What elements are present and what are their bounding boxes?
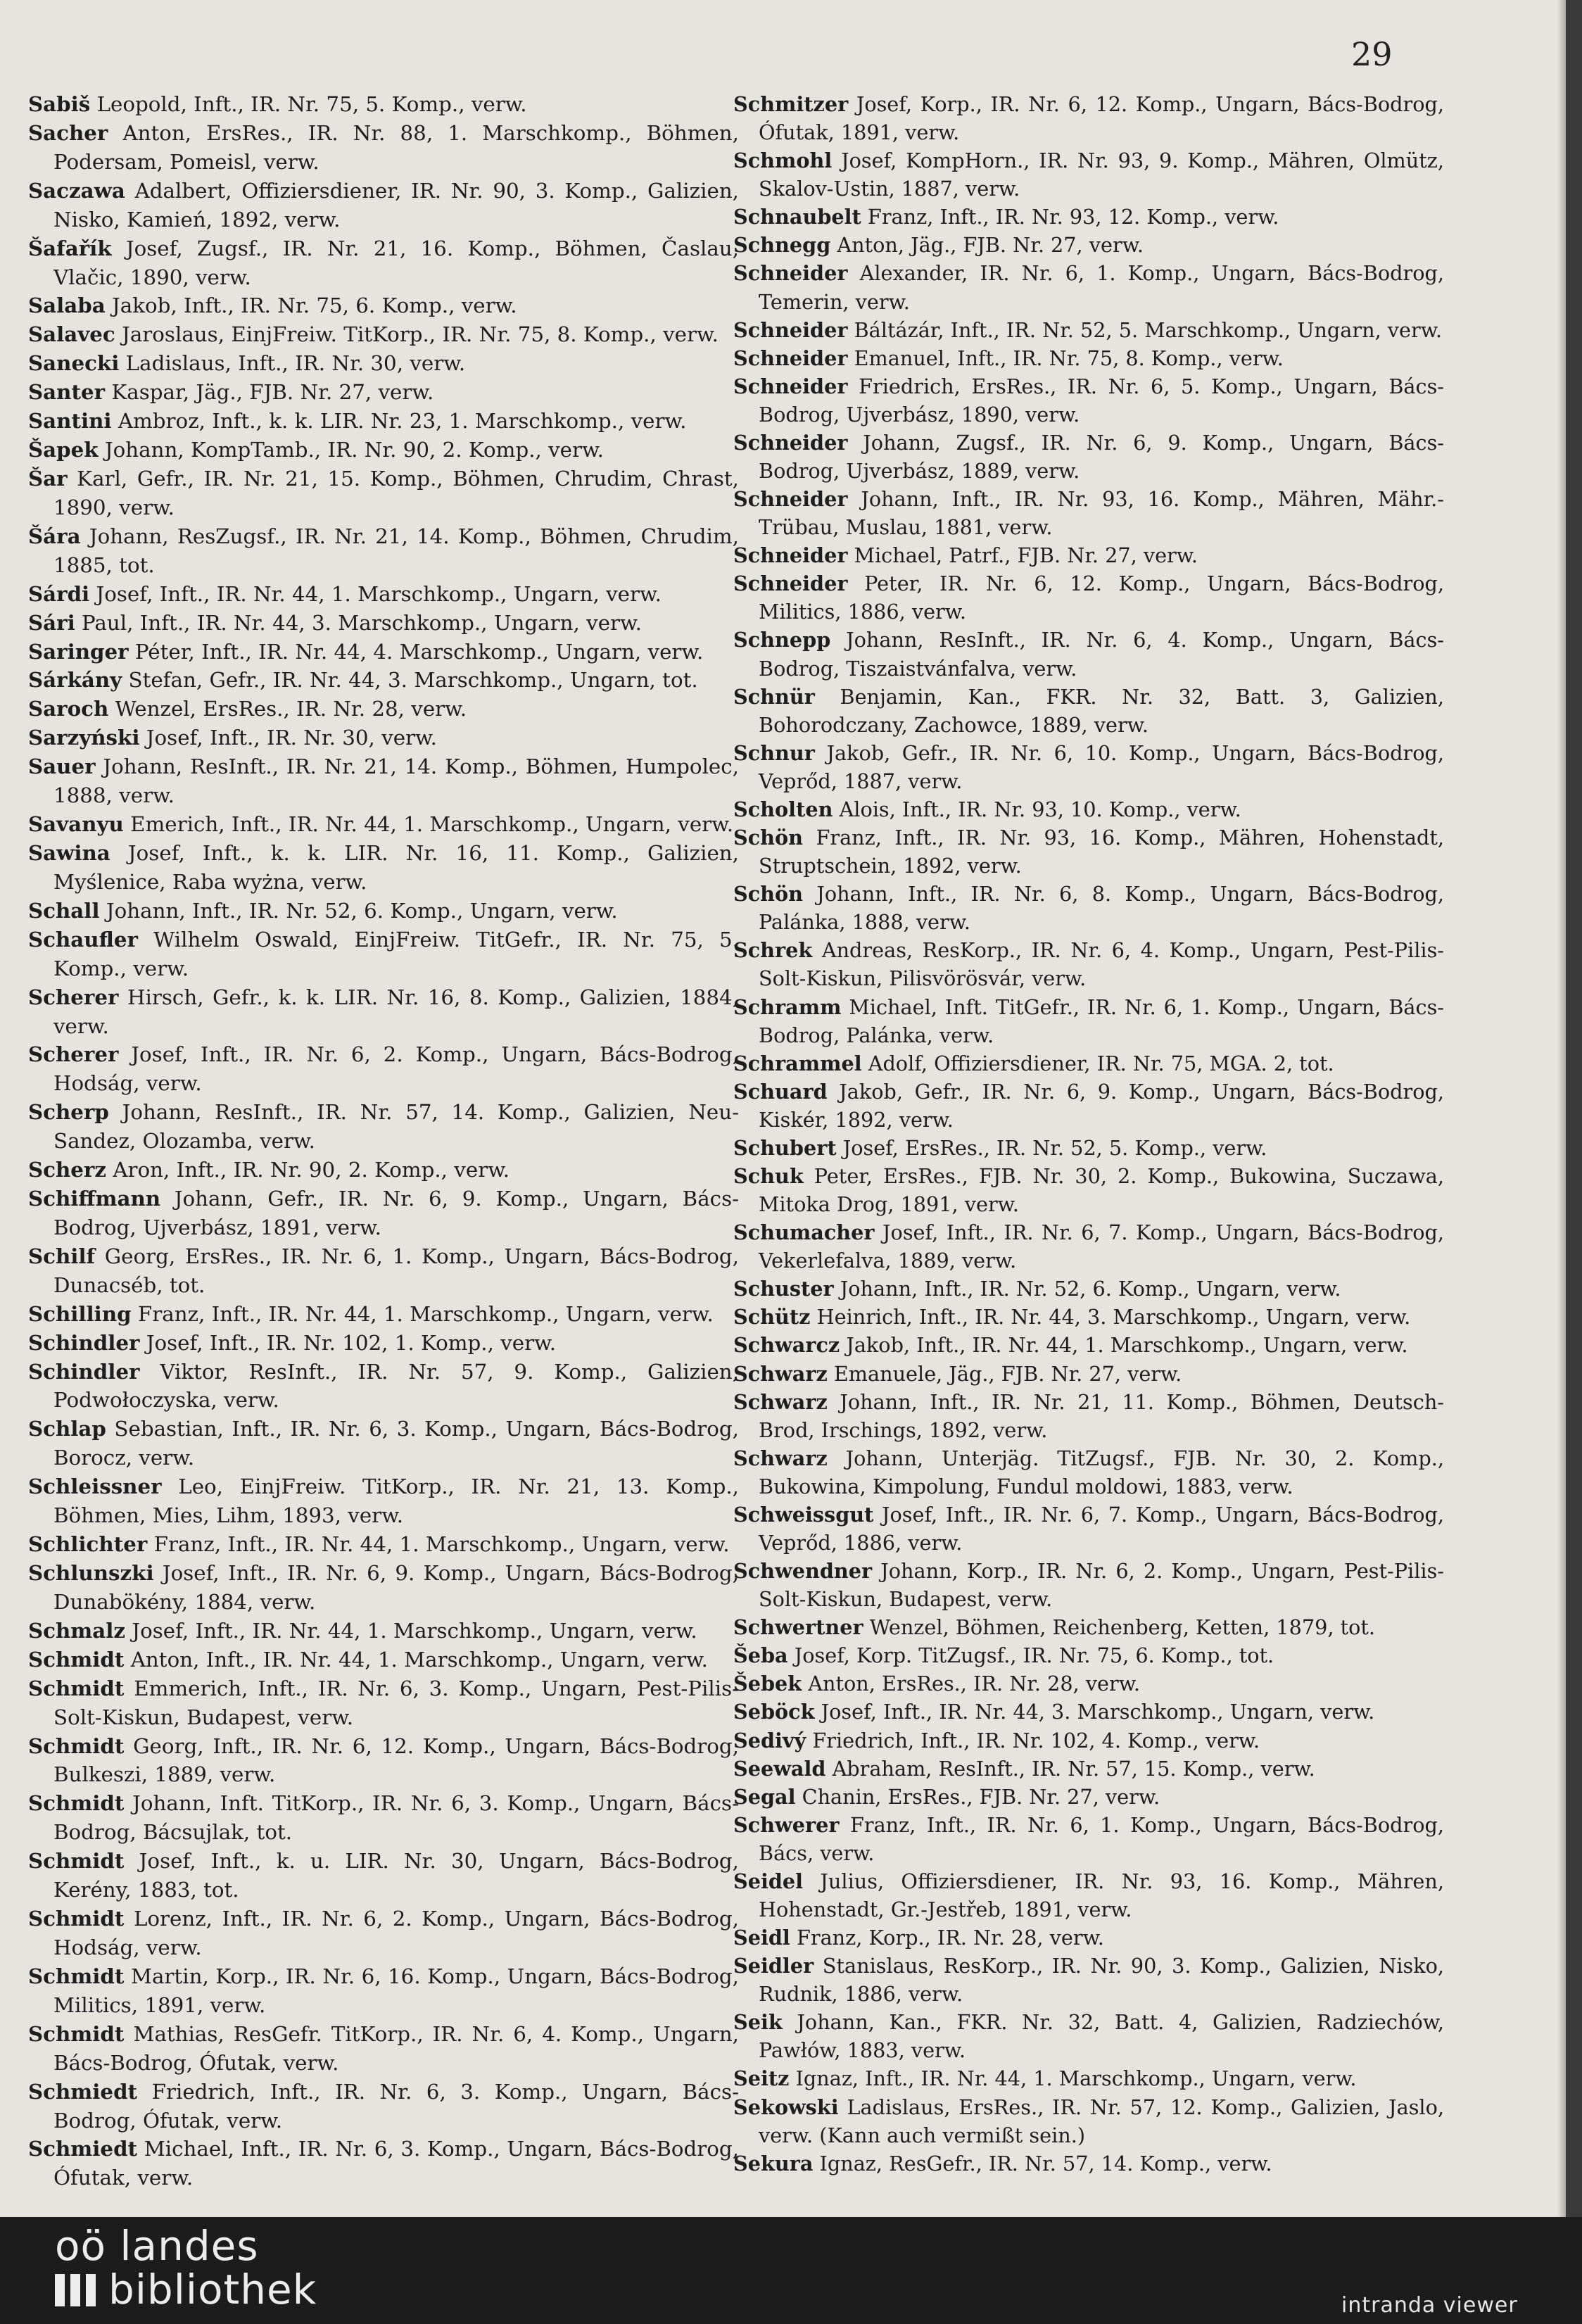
directory-entry — [733, 1303, 1444, 1331]
entry-details: Ignaz, Inft., IR. Nr. 44, 1. Marschkomp., Ungarn, verw. — [789, 2066, 1357, 2091]
entry-details: Georg, Inft., IR. Nr. 6, 12. Komp., Ungarn, Bács-Bodrog, Bulkeszi, 1889, verw. — [53, 1733, 739, 1787]
directory-entry — [733, 1331, 1444, 1359]
entry-details: Johann, Inft. TitKorp., IR. Nr. 6, 3. Komp., Ungarn, Bács-Bodrog, Bácsujlak, tot. — [53, 1791, 739, 1845]
entry-details: Emerich, Inft., IR. Nr. 44, 1. Marschkomp., Ungarn, verw. — [123, 812, 734, 837]
entry-surname: Scholten — [733, 797, 833, 821]
entry-details: Josef, Inft., IR. Nr. 44, 1. Marschkomp., Ungarn, verw. — [125, 1618, 697, 1643]
directory-entry — [733, 1867, 1444, 1924]
entry-surname: Seidl — [733, 1926, 790, 1950]
directory-entry — [733, 316, 1444, 344]
entry-surname: Schindler — [28, 1330, 140, 1355]
directory-entry — [28, 320, 739, 349]
entry-details: Adalbert, Offiziersdiener, IR. Nr. 90, 3. Komp., Galizien, Nisko, Kamień, 1892, verw. — [53, 178, 739, 232]
entry-surname: Schuk — [733, 1163, 804, 1188]
entry-surname: Schön — [733, 882, 804, 907]
entry-surname: Schrammel — [733, 1051, 862, 1075]
entry-details: Peter, IR. Nr. 6, 12. Komp., Ungarn, Bács-Bodrog, Militics, 1886, verw. — [759, 571, 1444, 624]
entry-surname: Schlap — [28, 1416, 106, 1441]
directory-entry — [733, 1924, 1444, 1952]
entry-surname: Schuster — [733, 1277, 834, 1301]
directory-entry — [733, 146, 1444, 203]
entry-details: Johann, ResInft., IR. Nr. 6, 4. Komp., Ungarn, Bács-Bodrog, Tiszaistvánfalva, verw. — [759, 628, 1444, 681]
entry-surname: Saczawa — [28, 177, 125, 203]
directory-entry — [28, 90, 739, 119]
entry-details: Emmerich, Inft., IR. Nr. 6, 3. Komp., Ungarn, Pest-Pilis-Solt-Kiskun, Budapest, verw. — [53, 1676, 739, 1729]
directory-entry — [733, 203, 1444, 231]
directory-entry — [733, 683, 1444, 739]
directory-entry — [28, 522, 739, 580]
directory-entry — [28, 897, 739, 926]
entry-surname: Sawina — [28, 840, 110, 865]
entry-surname: Šebek — [733, 1672, 802, 1696]
entry-surname: Schnepp — [733, 628, 831, 652]
directory-entry — [28, 1847, 739, 1905]
entry-surname: Santini — [28, 408, 112, 434]
entry-surname: Schnür — [733, 684, 815, 709]
entry-details: Lorenz, Inft., IR. Nr. 6, 2. Komp., Ungarn, Bács-Bodrog, Hodság, verw. — [53, 1907, 739, 1959]
directory-entry — [28, 407, 739, 436]
entry-details: Jakob, Inft., IR. Nr. 75, 6. Komp., verw. — [105, 293, 517, 318]
entry-surname: Schall — [28, 897, 100, 923]
entry-details: Johann, KompTamb., IR. Nr. 90, 2. Komp., verw. — [98, 438, 604, 462]
entry-details: Josef, Korp., IR. Nr. 6, 12. Komp., Ungarn, Bács-Bodrog, Ófutak, 1891, verw. — [759, 92, 1444, 145]
entry-surname: Schmidt — [28, 1733, 125, 1758]
entry-details: Friedrich, Inft., IR. Nr. 102, 4. Komp., verw. — [806, 1728, 1260, 1753]
entry-details: Johann, Kan., FKR. Nr. 32, Batt. 4, Galizien, Radziechów, Pawłów, 1883, verw. — [759, 2010, 1444, 2063]
directory-entry — [28, 234, 739, 292]
entry-details: Karl, Gefr., IR. Nr. 21, 15. Komp., Böhmen, Chrudim, Chrast, 1890, verw. — [53, 466, 739, 519]
entry-surname: Schwerer — [733, 1812, 840, 1837]
entry-surname: Seidel — [733, 1869, 804, 1893]
directory-entry — [733, 1811, 1444, 1867]
entry-surname: Schwertner — [733, 1615, 863, 1640]
entry-surname: Seewald — [733, 1756, 826, 1781]
entry-details: Josef, Inft., IR. Nr. 6, 7. Komp., Ungarn, Bács-Bodrog, Veprőd, 1886, verw. — [759, 1502, 1444, 1555]
entry-details: Franz, Inft., IR. Nr. 6, 1. Komp., Ungarn, Bács-Bodrog, Bács, verw. — [759, 1812, 1444, 1865]
entry-details: Viktor, ResInft., IR. Nr. 57, 9. Komp., Galizien, Podwołoczyska, verw. — [53, 1359, 739, 1413]
directory-entry — [733, 1360, 1444, 1388]
entry-details: Josef, Korp. TitZugsf., IR. Nr. 75, 6. Komp., tot. — [787, 1643, 1274, 1668]
directory-entry — [28, 666, 739, 695]
directory-entry — [28, 465, 739, 522]
directory-entry — [733, 90, 1444, 146]
entry-surname: Schuard — [733, 1079, 828, 1104]
entry-surname: Schmidt — [28, 1906, 125, 1931]
entry-details: Josef, ErsRes., IR. Nr. 52, 5. Komp., verw. — [836, 1135, 1267, 1160]
entry-details: Hirsch, Gefr., k. k. LIR. Nr. 16, 8. Komp., Galizien, 1884, verw. — [53, 985, 739, 1038]
entry-details: Heinrich, Inft., IR. Nr. 44, 3. Marschkomp., Ungarn, verw. — [810, 1305, 1411, 1330]
entry-surname: Scherp — [28, 1099, 109, 1125]
directory-entry — [28, 1674, 739, 1732]
logo-line2: bibliothek — [108, 2266, 317, 2313]
entry-surname: Schmidt — [28, 1963, 125, 1988]
directory-entry — [28, 2020, 739, 2078]
entry-surname: Schmidt — [28, 1675, 125, 1700]
entry-surname: Schleissner — [28, 1474, 162, 1499]
entry-surname: Schlichter — [28, 1532, 148, 1557]
entry-details: Josef, Inft., IR. Nr. 6, 7. Komp., Ungarn, Bács-Bodrog, Vekerlefalva, 1889, verw. — [759, 1220, 1444, 1273]
entry-surname: Salavec — [28, 322, 115, 347]
directory-entry — [733, 880, 1444, 936]
directory-entry — [733, 2093, 1444, 2149]
entry-surname: Sekura — [733, 2151, 814, 2175]
entry-details: Kaspar, Jäg., FJB. Nr. 27, verw. — [105, 380, 434, 405]
directory-entry — [28, 580, 739, 609]
entry-details: Mathias, ResGefr. TitKorp., IR. Nr. 6, 4. Komp., Ungarn, Bács-Bodrog, Ófutak, verw. — [53, 2021, 739, 2075]
directory-entry — [28, 1098, 739, 1156]
right-column — [733, 90, 1444, 2178]
entry-details: Báltázár, Inft., IR. Nr. 52, 5. Marschkomp., Ungarn, verw. — [847, 317, 1442, 342]
directory-entry — [28, 177, 739, 234]
entry-details: Sebastian, Inft., IR. Nr. 6, 3. Komp., Ungarn, Bács-Bodrog, Borocz, verw. — [53, 1417, 739, 1470]
library-logo — [55, 2224, 317, 2311]
entry-surname: Schmidt — [28, 1791, 125, 1816]
directory-entry — [733, 429, 1444, 485]
entry-surname: Schütz — [733, 1305, 811, 1330]
directory-entry — [28, 1415, 739, 1472]
entry-details: Josef, Inft., IR. Nr. 30, verw. — [139, 726, 437, 750]
entry-surname: Salaba — [28, 293, 106, 318]
entry-surname: Šeba — [733, 1643, 788, 1668]
directory-entry — [28, 1358, 739, 1415]
entry-details: Wilhelm Oswald, EinjFreiw. TitGefr., IR. Nr. 75, 5. Komp., verw. — [53, 927, 739, 980]
directory-entry — [28, 1732, 739, 1790]
entry-details: Josef, Inft., IR. Nr. 6, 9. Komp., Ungarn, Bács-Bodrog, Dunabökény, 1884, verw. — [53, 1561, 739, 1614]
entry-details: Wenzel, Böhmen, Reichenberg, Ketten, 1879, tot. — [863, 1615, 1376, 1640]
entry-details: Georg, ErsRes., IR. Nr. 6, 1. Komp., Ungarn, Bács-Bodrog, Dunacséb, tot. — [53, 1244, 739, 1297]
directory-entry — [733, 2064, 1444, 2092]
entry-details: Michael, Inft., IR. Nr. 6, 3. Komp., Ungarn, Bács-Bodrog, Ófutak, verw. — [53, 2137, 739, 2190]
entry-details: Anton, Inft., IR. Nr. 44, 1. Marschkomp., Ungarn, verw. — [124, 1647, 708, 1672]
directory-entry — [28, 291, 739, 320]
directory-entry — [28, 436, 739, 465]
directory-entry — [28, 1329, 739, 1358]
entry-surname: Segal — [733, 1784, 796, 1809]
directory-entry — [733, 993, 1444, 1049]
entry-details: Anton, ErsRes., IR. Nr. 88, 1. Marschkomp., Böhmen, Podersam, Pomeisl, verw. — [53, 120, 739, 174]
entry-surname: Sedivý — [733, 1728, 806, 1753]
entry-details: Johann, ResZugsf., IR. Nr. 21, 14. Komp., Böhmen, Chrudim, 1885, tot. — [53, 524, 739, 577]
entry-details: Martin, Korp., IR. Nr. 6, 16. Komp., Ungarn, Bács-Bodrog, Militics, 1891, verw. — [53, 1964, 739, 2017]
entry-surname: Sárdi — [28, 581, 90, 606]
directory-entry — [733, 2008, 1444, 2064]
entry-surname: Schnaubelt — [733, 205, 861, 229]
entry-surname: Schmiedt — [28, 2078, 138, 2104]
logo-line1: oö landes — [55, 2222, 259, 2270]
entry-surname: Schneider — [733, 374, 848, 398]
entry-surname: Schubert — [733, 1135, 837, 1160]
directory-entry — [733, 1783, 1444, 1811]
entry-details: Ladislaus, Inft., IR. Nr. 30, verw. — [119, 351, 466, 376]
entry-surname: Schwarz — [733, 1446, 828, 1470]
entry-details: Michael, Patrf., FJB. Nr. 27, verw. — [847, 543, 1198, 568]
directory-entry — [28, 349, 739, 378]
directory-entry — [733, 541, 1444, 569]
entry-details: Leopold, Inft., IR. Nr. 75, 5. Komp., verw. — [90, 92, 527, 116]
directory-entry — [28, 983, 739, 1041]
entry-surname: Savanyu — [28, 811, 124, 837]
directory-entry — [733, 1613, 1444, 1641]
entry-details: Stanislaus, ResKorp., IR. Nr. 90, 3. Komp., Galizien, Nisko, Rudnik, 1886, verw. — [759, 1954, 1444, 2007]
entry-surname: Schmitzer — [733, 92, 849, 116]
entry-surname: Saroch — [28, 696, 109, 721]
entry-details: Johann, Inft., IR. Nr. 52, 6. Komp., Ungarn, verw. — [99, 898, 618, 923]
entry-surname: Schmalz — [28, 1617, 126, 1643]
entry-surname: Schön — [733, 826, 804, 850]
entry-surname: Schaufler — [28, 926, 138, 952]
entry-details: Stefan, Gefr., IR. Nr. 44, 3. Marschkomp., Ungarn, tot. — [122, 668, 698, 693]
entry-surname: Šar — [28, 465, 68, 491]
entry-surname: Schramm — [733, 994, 842, 1019]
entry-details: Johann, ResInft., IR. Nr. 21, 14. Komp., Böhmen, Humpolec, 1888, verw. — [53, 754, 739, 808]
entry-details: Johann, Korp., IR. Nr. 6, 2. Komp., Ungarn, Pest-Pilis-Solt-Kiskun, Budapest, verw. — [759, 1559, 1444, 1612]
directory-entry — [28, 752, 739, 810]
entry-surname: Sári — [28, 610, 75, 635]
entry-surname: Seböck — [733, 1700, 815, 1724]
entry-surname: Schwendner — [733, 1559, 873, 1584]
entry-details: Josef, Inft., IR. Nr. 44, 3. Marschkomp., Ungarn, verw. — [814, 1700, 1375, 1724]
entry-details: Franz, Inft., IR. Nr. 93, 12. Komp., verw. — [861, 205, 1279, 229]
entry-surname: Saringer — [28, 638, 129, 664]
entry-surname: Schneider — [733, 571, 848, 596]
entry-details: Jakob, Gefr., IR. Nr. 6, 9. Komp., Ungarn, Bács-Bodrog, Kiskér, 1892, verw. — [759, 1079, 1444, 1132]
entry-details: Josef, Inft., IR. Nr. 6, 2. Komp., Ungarn, Bács-Bodrog, Hodság, verw. — [53, 1042, 739, 1096]
entry-surname: Schilf — [28, 1243, 96, 1268]
entry-surname: Schmidt — [28, 1646, 125, 1672]
directory-entry — [28, 1300, 739, 1329]
entry-surname: Schumacher — [733, 1220, 875, 1245]
directory-entry — [28, 724, 739, 752]
directory-entry — [28, 1789, 739, 1847]
directory-entry — [733, 1388, 1444, 1444]
entry-details: Abraham, ResInft., IR. Nr. 57, 15. Komp., verw. — [825, 1756, 1315, 1781]
entry-surname: Seik — [733, 2010, 783, 2035]
entry-surname: Santer — [28, 379, 106, 405]
directory-entry — [28, 1472, 739, 1530]
entry-details: Johann, ResInft., IR. Nr. 57, 14. Komp., Galizien, Neu-Sandez, Olozamba, verw. — [53, 1100, 739, 1154]
entry-details: Alois, Inft., IR. Nr. 93, 10. Komp., verw. — [833, 797, 1241, 821]
entry-details: Anton, ErsRes., IR. Nr. 28, verw. — [802, 1672, 1141, 1696]
directory-entry — [733, 344, 1444, 372]
left-column — [28, 90, 739, 2192]
entry-details: Michael, Inft. TitGefr., IR. Nr. 6, 1. Komp., Ungarn, Bács-Bodrog, Palánka, verw. — [759, 994, 1444, 1047]
entry-surname: Seitz — [733, 2066, 790, 2091]
directory-entry — [733, 1755, 1444, 1783]
directory-entry — [28, 1242, 739, 1300]
directory-entry — [733, 1162, 1444, 1218]
entry-details: Chanin, ErsRes., FJB. Nr. 27, verw. — [795, 1784, 1160, 1809]
entry-surname: Schneider — [733, 543, 848, 568]
directory-entry — [733, 1726, 1444, 1755]
entry-surname: Schneider — [733, 346, 848, 370]
viewer-brand-label: intranda viewer — [1341, 2293, 1518, 2318]
directory-entry — [733, 1501, 1444, 1557]
entry-details: Johann, Inft., IR. Nr. 6, 8. Komp., Ungarn, Bács-Bodrog, Palánka, 1888, verw. — [759, 882, 1444, 935]
entry-surname: Schmohl — [733, 149, 833, 173]
directory-entry — [733, 1078, 1444, 1134]
directory-entry — [733, 626, 1444, 682]
entry-surname: Scherer — [28, 1042, 119, 1067]
entry-surname: Seidler — [733, 1954, 814, 1978]
entry-surname: Sacher — [28, 120, 108, 145]
entry-surname: Sabiš — [28, 91, 91, 116]
entry-details: Leo, EinjFreiw. TitKorp., IR. Nr. 21, 13. Komp., Böhmen, Mies, Lihm, 1893, verw. — [53, 1474, 739, 1528]
entry-details: Josef, Inft., IR. Nr. 44, 1. Marschkomp., Ungarn, verw. — [89, 581, 662, 606]
entry-details: Jakob, Gefr., IR. Nr. 6, 10. Komp., Ungarn, Bács-Bodrog, Veprőd, 1887, verw. — [759, 740, 1444, 793]
entry-details: Emanuele, Jäg., FJB. Nr. 27, verw. — [827, 1361, 1182, 1386]
entry-surname: Šapek — [28, 437, 99, 462]
directory-entry — [28, 2078, 739, 2135]
directory-entry — [733, 1218, 1444, 1275]
directory-entry — [28, 1156, 739, 1185]
entry-surname: Schnegg — [733, 233, 831, 258]
entry-details: Franz, Korp., IR. Nr. 28, verw. — [790, 1926, 1104, 1950]
directory-entry — [733, 1641, 1444, 1669]
logo-line2-row — [55, 2268, 317, 2311]
entry-surname: Sarzyński — [28, 725, 140, 750]
entry-details: Wenzel, ErsRes., IR. Nr. 28, verw. — [108, 697, 467, 721]
entry-surname: Schneider — [733, 317, 848, 342]
directory-entry — [28, 926, 739, 983]
entry-details: Josef, Inft., k. u. LIR. Nr. 30, Ungarn, Bács-Bodrog, Kerény, 1883, tot. — [53, 1849, 739, 1902]
entry-details: Johann, Unterjäg. TitZugsf., FJB. Nr. 30, 2. Komp., Bukowina, Kimpolung, Fundul moldowi, 1883, verw. — [759, 1446, 1444, 1498]
entry-details: Josef, Zugsf., IR. Nr. 21, 16. Komp., Böhmen, Časlau, Vlačic, 1890, verw. — [53, 236, 739, 289]
directory-entry — [28, 1185, 739, 1242]
entry-surname: Sauer — [28, 754, 96, 779]
entry-details: Friedrich, ErsRes., IR. Nr. 6, 5. Komp., Ungarn, Bács-Bodrog, Ujverbász, 1890, verw. — [759, 374, 1444, 427]
entry-details: Josef, Inft., IR. Nr. 102, 1. Komp., verw. — [139, 1330, 557, 1355]
entry-details: Péter, Inft., IR. Nr. 44, 4. Marschkomp., Ungarn, verw. — [128, 639, 704, 664]
directory-entry — [28, 1530, 739, 1559]
entry-surname: Schiffmann — [28, 1186, 161, 1211]
directory-entry — [733, 823, 1444, 880]
entry-details: Friedrich, Inft., IR. Nr. 6, 3. Komp., Ungarn, Bács-Bodrog, Ófutak, verw. — [53, 2079, 739, 2133]
directory-entry — [733, 2149, 1444, 2178]
directory-entry — [733, 231, 1444, 259]
directory-entry — [733, 1952, 1444, 2008]
directory-entry — [28, 2135, 739, 2192]
book-spine — [1566, 0, 1582, 2217]
entry-details: Johann, Inft., IR. Nr. 21, 11. Komp., Böhmen, Deutsch-Brod, Irschings, 1892, verw. — [759, 1389, 1444, 1442]
directory-entry — [733, 259, 1444, 315]
entry-details: Johann, Inft., IR. Nr. 52, 6. Komp., Ungarn, verw. — [833, 1277, 1341, 1301]
entry-surname: Schindler — [28, 1358, 140, 1384]
entry-surname: Šára — [28, 523, 81, 548]
entry-details: Alexander, IR. Nr. 6, 1. Komp., Ungarn, Bács-Bodrog, Temerin, verw. — [759, 261, 1444, 314]
entry-surname: Schilling — [28, 1301, 132, 1326]
entry-surname: Sanecki — [28, 351, 120, 376]
logo-bars-icon — [55, 2274, 104, 2306]
entry-details: Julius, Offiziersdiener, IR. Nr. 93, 16. Komp., Mähren, Hohenstadt, Gr.-Jestřeb, 1891, verw. — [759, 1869, 1444, 1921]
directory-entry — [28, 1646, 739, 1674]
entry-details: Josef, Inft., k. k. LIR. Nr. 16, 11. Komp., Galizien, Myślenice, Raba wyżna, verw. — [53, 840, 739, 894]
directory-entry — [733, 569, 1444, 626]
entry-surname: Schmidt — [28, 2021, 125, 2046]
directory-entry — [28, 1617, 739, 1646]
entry-details: Andreas, ResKorp., IR. Nr. 6, 4. Komp., Ungarn, Pest-Pilis-Solt-Kiskun, Pilisvörösvár, verw. — [759, 938, 1444, 991]
entry-surname: Schwarz — [733, 1389, 828, 1414]
entry-surname: Schmidt — [28, 1848, 125, 1874]
entry-details: Ignaz, ResGefr., IR. Nr. 57, 14. Komp., verw. — [813, 2151, 1272, 2175]
entry-surname: Sárkány — [28, 667, 122, 693]
entry-surname: Schneider — [733, 261, 848, 286]
directory-entry — [28, 839, 739, 897]
entry-surname: Scherer — [28, 984, 119, 1009]
entry-surname: Schwarcz — [733, 1333, 840, 1358]
directory-entry — [28, 1962, 739, 2020]
entry-details: Johann, Inft., IR. Nr. 93, 16. Komp., Mähren, Mähr.-Trübau, Muslau, 1881, verw. — [759, 487, 1444, 540]
directory-entry — [28, 378, 739, 407]
directory-entry — [733, 1134, 1444, 1162]
entry-details: Josef, KompHorn., IR. Nr. 93, 9. Komp., Mähren, Olmütz, Skalov-Ustin, 1887, verw. — [759, 149, 1444, 201]
page-number: 29 — [1351, 35, 1393, 73]
entry-details: Johann, Gefr., IR. Nr. 6, 9. Komp., Ungarn, Bács-Bodrog, Ujverbász, 1891, verw. — [53, 1187, 739, 1239]
directory-entry — [733, 1049, 1444, 1078]
directory-entry — [28, 1905, 739, 1962]
entry-surname: Schweissgut — [733, 1502, 874, 1527]
directory-entry — [28, 1559, 739, 1617]
entry-surname: Schrek — [733, 938, 813, 963]
entry-details: Paul, Inft., IR. Nr. 44, 3. Marschkomp., Ungarn, verw. — [75, 610, 642, 635]
directory-entry — [28, 638, 739, 667]
directory-entry — [733, 795, 1444, 823]
entry-details: Aron, Inft., IR. Nr. 90, 2. Komp., verw. — [106, 1158, 510, 1182]
directory-entry — [733, 1557, 1444, 1613]
entry-details: Franz, Inft., IR. Nr. 44, 1. Marschkomp., Ungarn, verw. — [131, 1301, 714, 1326]
entry-details: Anton, Jäg., FJB. Nr. 27, verw. — [830, 233, 1144, 258]
directory-entry — [733, 372, 1444, 429]
directory-entry — [733, 1698, 1444, 1726]
entry-details: Jakob, Inft., IR. Nr. 44, 1. Marschkomp., Ungarn, verw. — [840, 1333, 1408, 1358]
entry-surname: Schnur — [733, 740, 815, 765]
entry-details: Peter, ErsRes., FJB. Nr. 30, 2. Komp., Bukowina, Suczawa, Mitoka Drog, 1891, verw. — [759, 1163, 1444, 1217]
directory-entry — [733, 485, 1444, 541]
directory-entry — [28, 695, 739, 724]
directory-entry — [733, 739, 1444, 795]
entry-details: Franz, Inft., IR. Nr. 93, 16. Komp., Mähren, Hohenstadt, Struptschein, 1892, verw. — [759, 826, 1444, 878]
directory-entry — [733, 1444, 1444, 1501]
directory-entry — [28, 1040, 739, 1098]
entry-surname: Sekowski — [733, 2095, 839, 2119]
entry-details: Adolf, Offiziersdiener, IR. Nr. 75, MGA. 2, tot. — [861, 1051, 1334, 1075]
directory-entry — [28, 609, 739, 638]
entry-surname: Scherz — [28, 1157, 107, 1182]
entry-surname: Schwarz — [733, 1361, 828, 1386]
entry-surname: Schlunszki — [28, 1560, 154, 1586]
directory-entry — [733, 936, 1444, 992]
entry-surname: Schneider — [733, 430, 848, 455]
entry-details: Franz, Inft., IR. Nr. 44, 1. Marschkomp., Ungarn, verw. — [147, 1532, 730, 1557]
entry-surname: Šafařík — [28, 235, 112, 260]
entry-details: Emanuel, Inft., IR. Nr. 75, 8. Komp., verw. — [847, 346, 1284, 370]
directory-entry — [28, 810, 739, 839]
directory-entry — [733, 1275, 1444, 1303]
directory-entry — [28, 119, 739, 177]
entry-surname: Schneider — [733, 487, 848, 512]
entry-details: Jaroslaus, EinjFreiw. TitKorp., IR. Nr. 75, 8. Komp., verw. — [115, 322, 719, 347]
entry-details: Benjamin, Kan., FKR. Nr. 32, Batt. 3, Galizien, Bohorodczany, Zachowce, 1889, verw. — [759, 684, 1444, 737]
entry-details: Johann, Zugsf., IR. Nr. 6, 9. Komp., Ungarn, Bács-Bodrog, Ujverbász, 1889, verw. — [759, 430, 1444, 484]
entry-surname: Schmiedt — [28, 2136, 138, 2161]
entry-details: Ladislaus, ErsRes., IR. Nr. 57, 12. Komp., Galizien, Jaslo, verw. (Kann auch vermißt sein.) — [759, 2095, 1444, 2147]
entry-details: Ambroz, Inft., k. k. LIR. Nr. 23, 1. Marschkomp., verw. — [111, 409, 687, 434]
directory-entry — [733, 1669, 1444, 1698]
